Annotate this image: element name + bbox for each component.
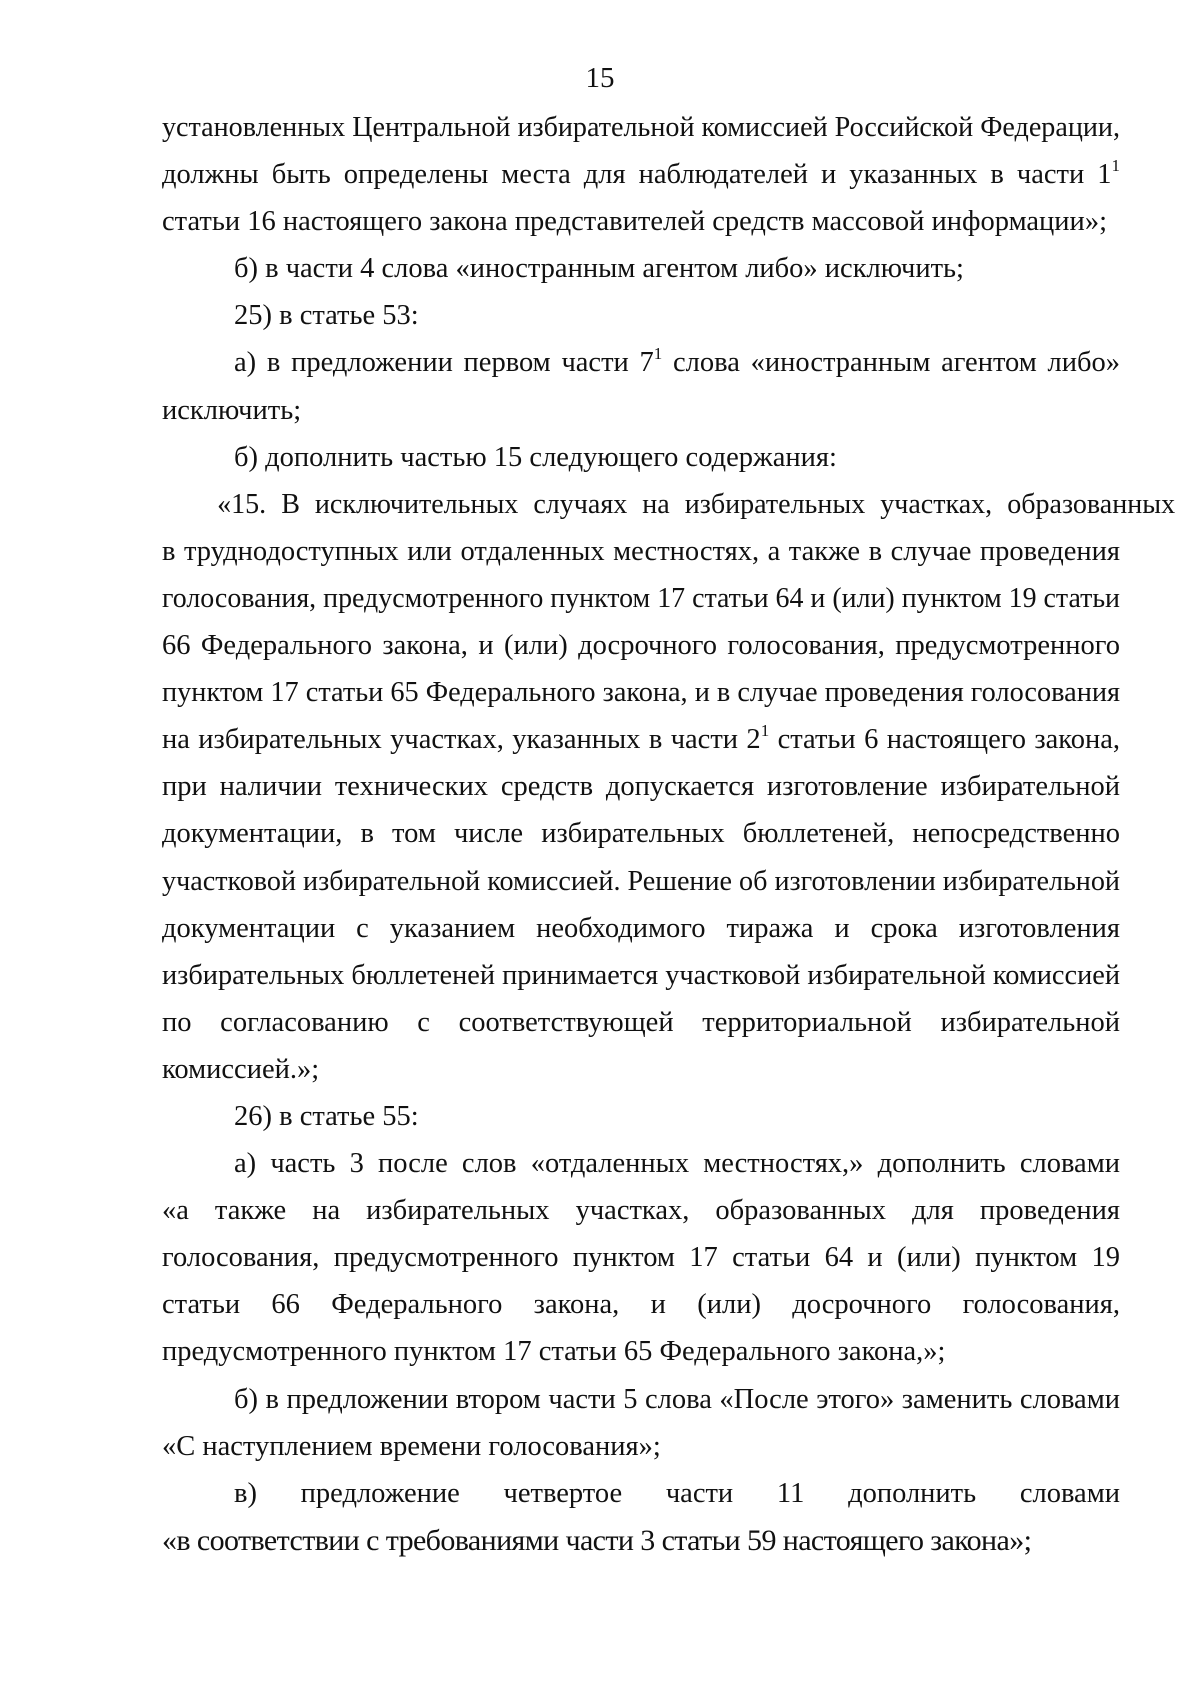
text-line-22 [162,1093,1120,1140]
text-span: 26) в статье 55: [234,1100,419,1132]
text-line-23 [162,1140,1120,1187]
superscript: 1 [653,344,663,364]
text-line-15 [162,763,1120,810]
document-body [162,104,1176,1564]
text-line-21 [162,1046,1120,1093]
text-line-13 [162,669,1120,716]
text-line-2 [162,151,1120,198]
text-span: «в соответствии с требованиями части 3 статьи 59 настоящего закона»; [162,1523,1032,1557]
text-span: «С наступлением времени голосования»; [162,1430,661,1462]
text-span: при наличии технических средств допускается изготовление избирательной [162,771,1120,803]
text-span: участковой избирательной комиссией. Решение об изготовлении избирательной [162,865,1120,897]
text-line-12 [162,622,1120,669]
text-span: избирательных бюллетеней принимается участковой избирательной комиссией [162,959,1120,991]
text-line-27 [162,1328,1120,1375]
text-line-30 [162,1470,1120,1517]
text-line-18 [162,905,1120,952]
superscript: 1 [760,721,770,741]
text-span: а) в предложении первом части 7 [234,347,654,379]
text-span: б) в предложении втором части 5 слова «После этого» заменить словами [234,1383,1120,1415]
text-span: «а также на избирательных участках, образованных для проведения [162,1195,1120,1227]
text-line-24 [162,1187,1120,1234]
superscript: 1 [1111,156,1120,176]
text-line-11 [162,575,1120,622]
text-line-29 [162,1423,1120,1470]
text-span: документации с указанием необходимого тиража и срока изготовления [162,912,1120,944]
text-span: 25) в статье 53: [234,300,419,332]
text-span: по согласованию с соответствующей территориальной избирательной [162,1006,1120,1038]
page-number: 15 [585,62,615,94]
text-span: комиссией.»; [162,1053,320,1085]
text-span: на избирательных участках, указанных в части 2 [162,724,761,756]
text-line-31 [162,1517,1120,1564]
text-span: а) часть 3 после слов «отдаленных местностях,» дополнить словами [234,1148,1120,1180]
text-span: б) в части 4 слова «иностранным агентом либо» исключить; [234,253,964,285]
text-line-6 [162,339,1120,386]
text-line-17 [162,858,1120,905]
text-line-14 [162,716,1120,763]
text-line-8 [162,434,1120,481]
text-span: в труднодоступных или отдаленных местностях, а также в случае проведения [162,535,1120,567]
text-line-20 [162,999,1120,1046]
text-line-7 [162,387,1120,434]
text-span: статьи 66 Федерального закона, и (или) досрочного голосования, [162,1289,1120,1321]
text-span: 66 Федерального закона, и (или) досрочного голосования, предусмотренного [162,630,1120,662]
text-span: голосования, предусмотренного пунктом 17 статьи 64 и (или) пунктом 19 [162,1242,1120,1274]
text-line-9 [162,481,1175,528]
text-span: в) предложение четвертое части 11 дополнить словами [234,1477,1120,1509]
text-span: должны быть определены места для наблюдателей и указанных в части 1 [162,159,1112,191]
text-span: исключить; [162,394,302,426]
text-line-1 [162,104,1120,151]
text-span: статьи 6 настоящего закона, [769,724,1120,756]
text-span: «15. В исключительных случаях на избирательных участках, образованных [217,488,1176,520]
text-line-26 [162,1281,1120,1328]
text-span: б) дополнить частью 15 следующего содержания: [234,441,837,473]
text-line-5 [162,292,1120,339]
text-line-25 [162,1234,1120,1281]
text-span: голосования, предусмотренного пунктом 17 статьи 64 и (или) пунктом 19 статьи [162,582,1120,614]
text-span: слова «иностранным агентом либо» [662,347,1120,379]
text-line-16 [162,810,1120,857]
text-span: статьи 16 настоящего закона представителей средств массовой информации»; [162,206,1107,238]
text-line-4 [162,245,1120,292]
text-line-3 [162,198,1120,245]
text-span: документации, в том числе избирательных бюллетеней, непосредственно [162,818,1120,850]
text-line-10 [162,528,1120,575]
text-line-28 [162,1376,1120,1423]
text-span: пунктом 17 статьи 65 Федерального закона, и в случае проведения голосования [162,677,1120,709]
text-span: предусмотренного пунктом 17 статьи 65 Федерального закона,»; [162,1336,946,1368]
text-span: установленных Центральной избирательной комиссией Российской Федерации, [162,112,1120,143]
text-line-19 [162,952,1120,999]
